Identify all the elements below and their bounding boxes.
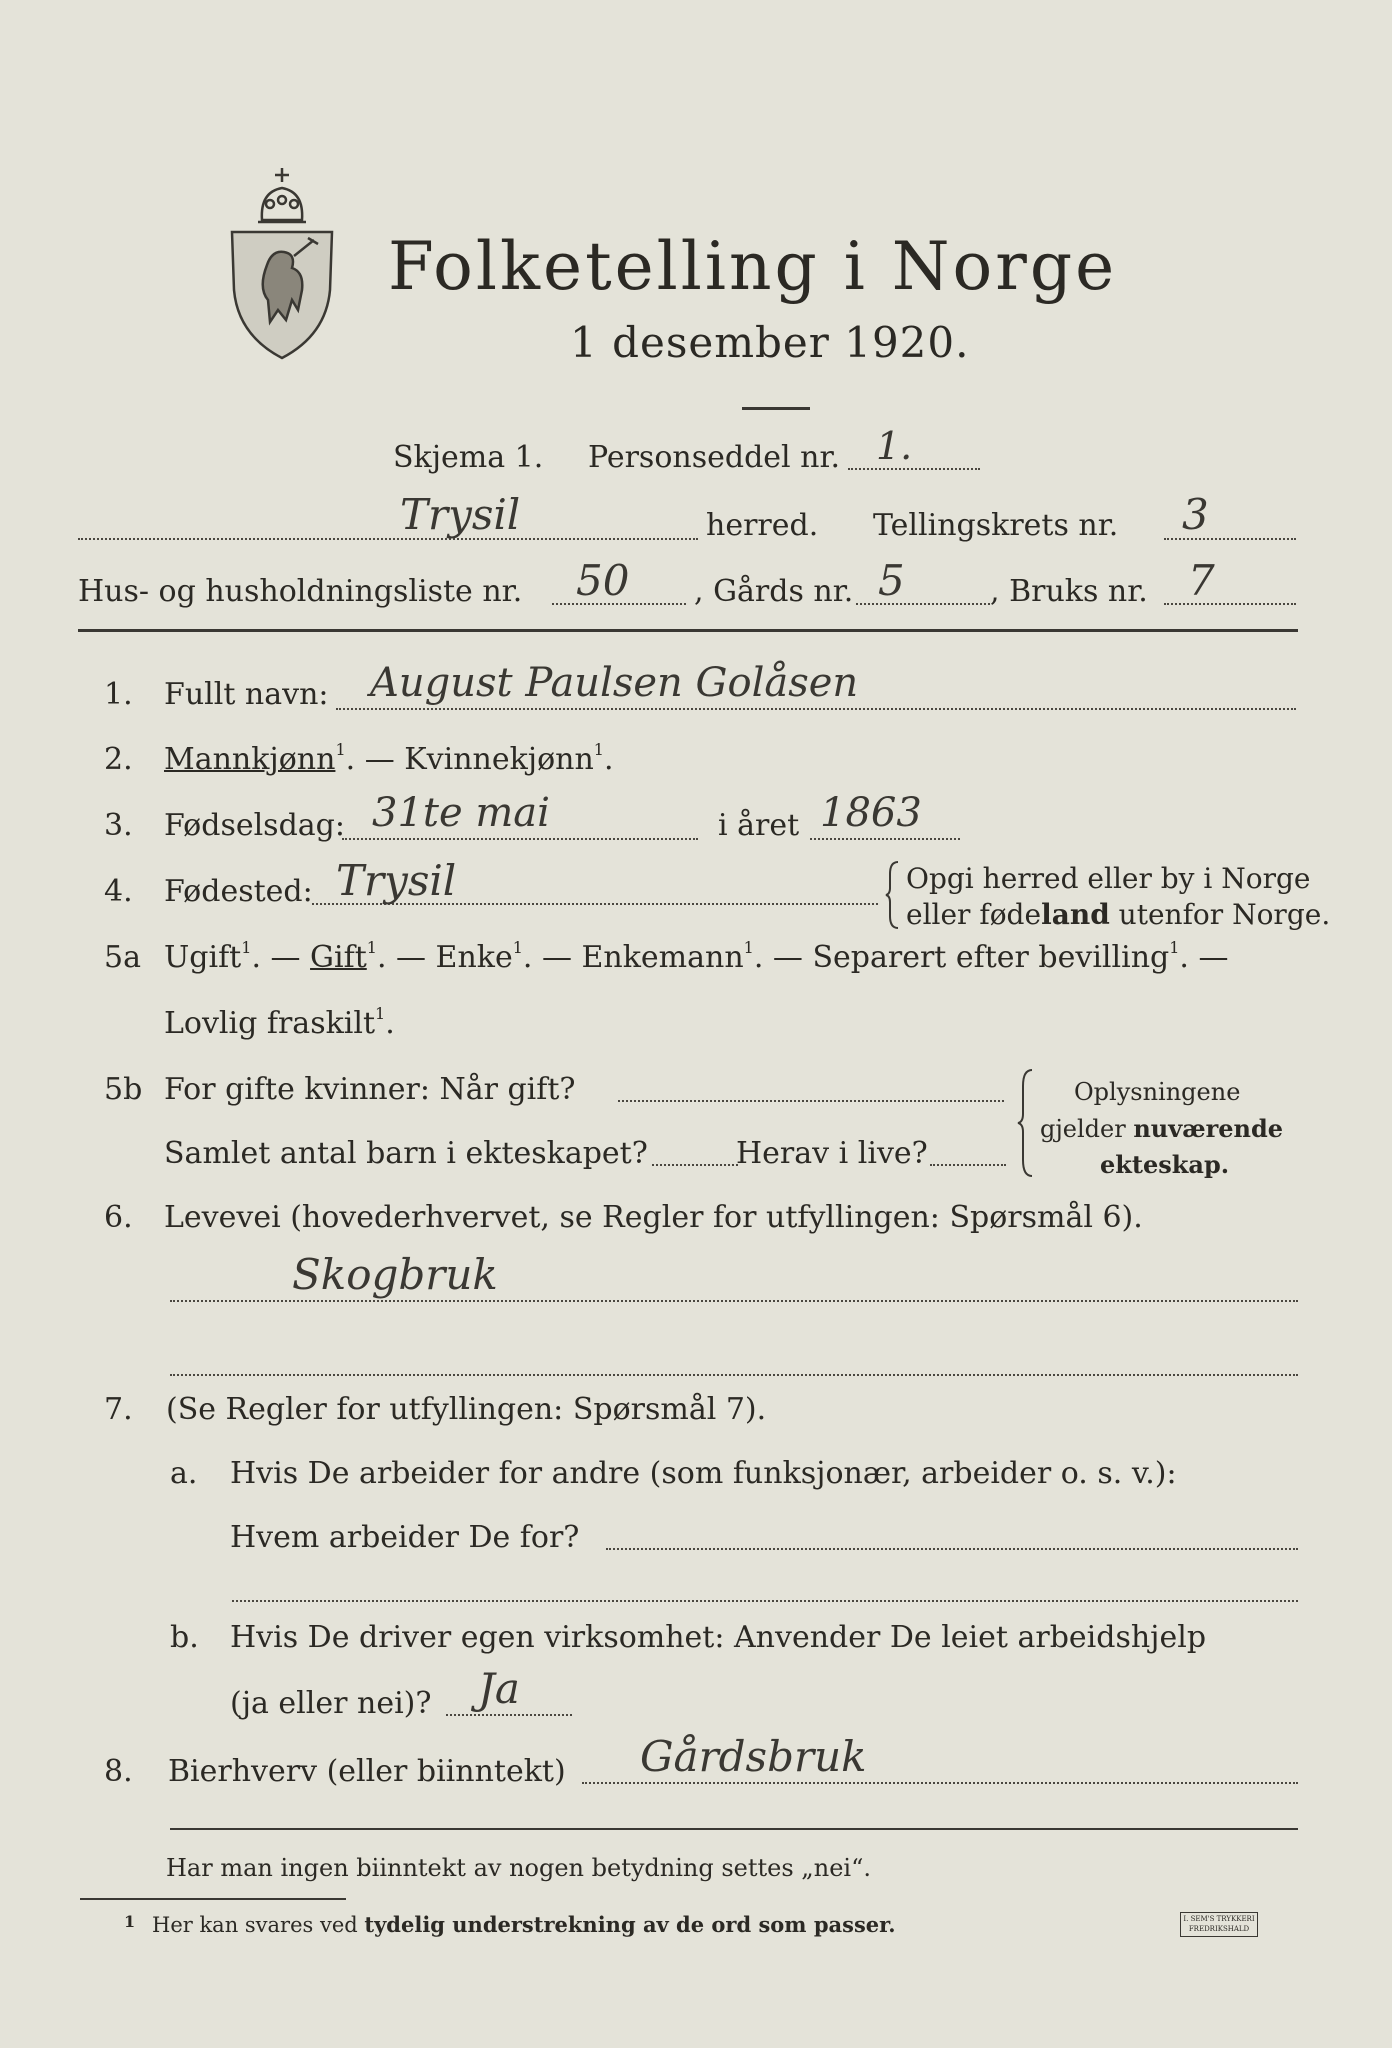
q5b-note2 [1040,1114,1283,1143]
q7b-line1: Hvis De driver egen virksomhet: Anvender De leiet arbeidshjelp [230,1620,1207,1655]
bruks-value[interactable]: 7 [1188,556,1215,605]
herred-line [78,538,698,540]
q5a-gift[interactable]: Gift [310,940,367,975]
personseddel-label: Personseddel nr. [588,440,841,475]
tellingskrets-value[interactable]: 3 [1182,490,1209,539]
q2-text [164,742,614,777]
printer-stamp [1180,1912,1258,1937]
q1-value[interactable]: August Paulsen Golåsen [370,660,859,706]
coat-of-arms-icon [222,160,342,365]
q5b-line2b: Herav i live? [736,1136,928,1171]
form-title: Folketelling i Norge [388,228,1118,305]
q6-value[interactable]: Skogbruk [292,1250,498,1299]
schema-label: Skjema 1. [393,440,544,475]
q5a-ugift[interactable]: Ugift [164,940,242,975]
q5b-live-line [930,1164,1006,1166]
herred-value[interactable]: Trysil [400,490,521,539]
footnote-text-b: tydelig understrekning av de ord som passer. [364,1912,896,1937]
q3-year-line [810,838,960,840]
q4-note-line2-a: eller føde [906,898,1042,931]
personseddel-value[interactable]: 1. [876,424,913,468]
q7a-line-extra [232,1600,1298,1602]
q5a-number: 5a [104,940,141,975]
hus-label: Hus- og husholdningsliste nr. [78,574,523,609]
header-separator [78,629,1298,632]
q3-label: Fødselsdag: [164,808,345,843]
q5b-line2a: Samlet antal barn i ekteskapet? [164,1136,648,1171]
q4-note-line2-b: land [1041,898,1110,931]
bruks-line [1164,603,1296,605]
q1-label: Fullt navn: [164,677,329,712]
q2-sup-2: 1 [593,740,604,759]
q2-kvinne-option[interactable]: Kvinnekjønn [404,742,594,777]
q3-value[interactable]: 31te mai [372,790,550,836]
gards-line [856,603,990,605]
q5a-line1 [164,940,1229,975]
q7b-line2: (ja eller nei)? [230,1686,432,1721]
q4-note-line2 [906,898,1330,931]
footnote-number: 1 [124,1912,136,1931]
q4-label: Fødested: [164,874,313,909]
q2-number: 2. [104,742,133,777]
q6-line1 [170,1300,1298,1302]
q5b-brace-icon [1016,1068,1036,1178]
q7a-letter: a. [170,1456,198,1491]
q5b-note1: Oplysningene [1074,1078,1241,1106]
gards-value[interactable]: 5 [878,556,905,605]
q3-year-value[interactable]: 1863 [820,790,922,836]
title-divider [742,407,810,410]
q7a-line1: Hvis De arbeider for andre (som funksjonær, arbeider o. s. v.): [230,1456,1177,1491]
q3-number: 3. [104,808,133,843]
footer-note: Har man ingen biinntekt av nogen betydning settes „nei“. [166,1854,871,1882]
q2-mann-option[interactable]: Mannkjønn [164,742,336,777]
q5a-sep-end: . — [1179,940,1229,975]
q5b-line1: For gifte kvinner: Når gift? [164,1072,576,1107]
q5b-note2-a: gjelder [1040,1115,1134,1143]
q7a-line2: Hvem arbeider De for? [230,1520,580,1555]
q7-label: (Se Regler for utfyllingen: Spørsmål 7). [166,1392,767,1427]
q5a-separert[interactable]: . — Separert efter bevilling [753,940,1170,975]
footnote-rule [80,1898,346,1900]
q5a-sep-1: . — [251,940,311,975]
q5b-note3: ekteskap. [1100,1150,1230,1179]
bruks-label: , Bruks nr. [990,574,1148,609]
q5b-barn-line [652,1164,738,1166]
q7b-line [446,1714,572,1716]
printer-stamp-line1: I. SEM'S TRYKKERI [1183,1915,1255,1923]
q7-number: 7. [104,1392,133,1427]
q6-number: 6. [104,1200,133,1235]
q6-line2 [170,1374,1298,1376]
q5a-sup-5: 1 [1169,938,1180,957]
gards-label: , Gårds nr. [694,574,854,609]
q7a-line [606,1548,1298,1550]
q5b-gift-line [618,1100,1004,1102]
q1-line [336,708,1296,710]
q5a-sup-4: 1 [743,938,754,957]
q4-brace-icon [884,860,902,930]
q8-line [582,1782,1298,1784]
herred-label: herred. [706,508,819,543]
q2-end: . [603,742,614,777]
q3-date-line [342,838,698,840]
q8-number: 8. [104,1754,133,1789]
q7b-value[interactable]: Ja [478,1664,520,1713]
q3-year-label: i året [718,808,800,843]
printer-stamp-line2: FREDRIKSHALD [1188,1925,1250,1933]
q1-number: 1. [104,677,133,712]
q5a-sup-2: 1 [366,938,377,957]
tellingskrets-label: Tellingskrets nr. [873,508,1119,543]
q4-number: 4. [104,874,133,909]
q8-value[interactable]: Gårdsbruk [640,1732,867,1781]
hus-value[interactable]: 50 [576,556,630,605]
q2-sup-1: 1 [335,740,346,759]
q5a-sup-1: 1 [241,938,252,957]
q5a-sup-3: 1 [512,938,523,957]
footnote-text-a: Her kan svares ved [152,1913,365,1937]
q5a-enkemann[interactable]: . — Enkemann [522,940,744,975]
personseddel-line [848,468,980,470]
q7b-letter: b. [170,1620,199,1655]
q4-value[interactable]: Trysil [336,856,457,905]
q2-separator: . — [345,742,405,777]
q5a-line2-end: . [385,1006,395,1041]
q8-separator [170,1828,1298,1830]
q4-note-line1: Opgi herred eller by i Norge [906,862,1311,895]
q5a-sup-6: 1 [375,1004,386,1023]
q6-label: Levevei (hovederhvervet, se Regler for utfyllingen: Spørsmål 6). [164,1200,1143,1235]
census-date: 1 desember 1920. [570,318,970,367]
footnote-text [152,1912,896,1937]
q5a-line2 [164,1006,395,1041]
q5a-enke[interactable]: . — Enke [376,940,513,975]
q5a-fraskilt[interactable]: Lovlig fraskilt [164,1006,376,1041]
q4-note-line2-c: utenfor Norge. [1109,898,1331,931]
q5b-note2-b: nuværende [1133,1114,1284,1143]
q5b-number: 5b [104,1072,143,1107]
q8-label: Bierhverv (eller biinntekt) [168,1754,566,1789]
